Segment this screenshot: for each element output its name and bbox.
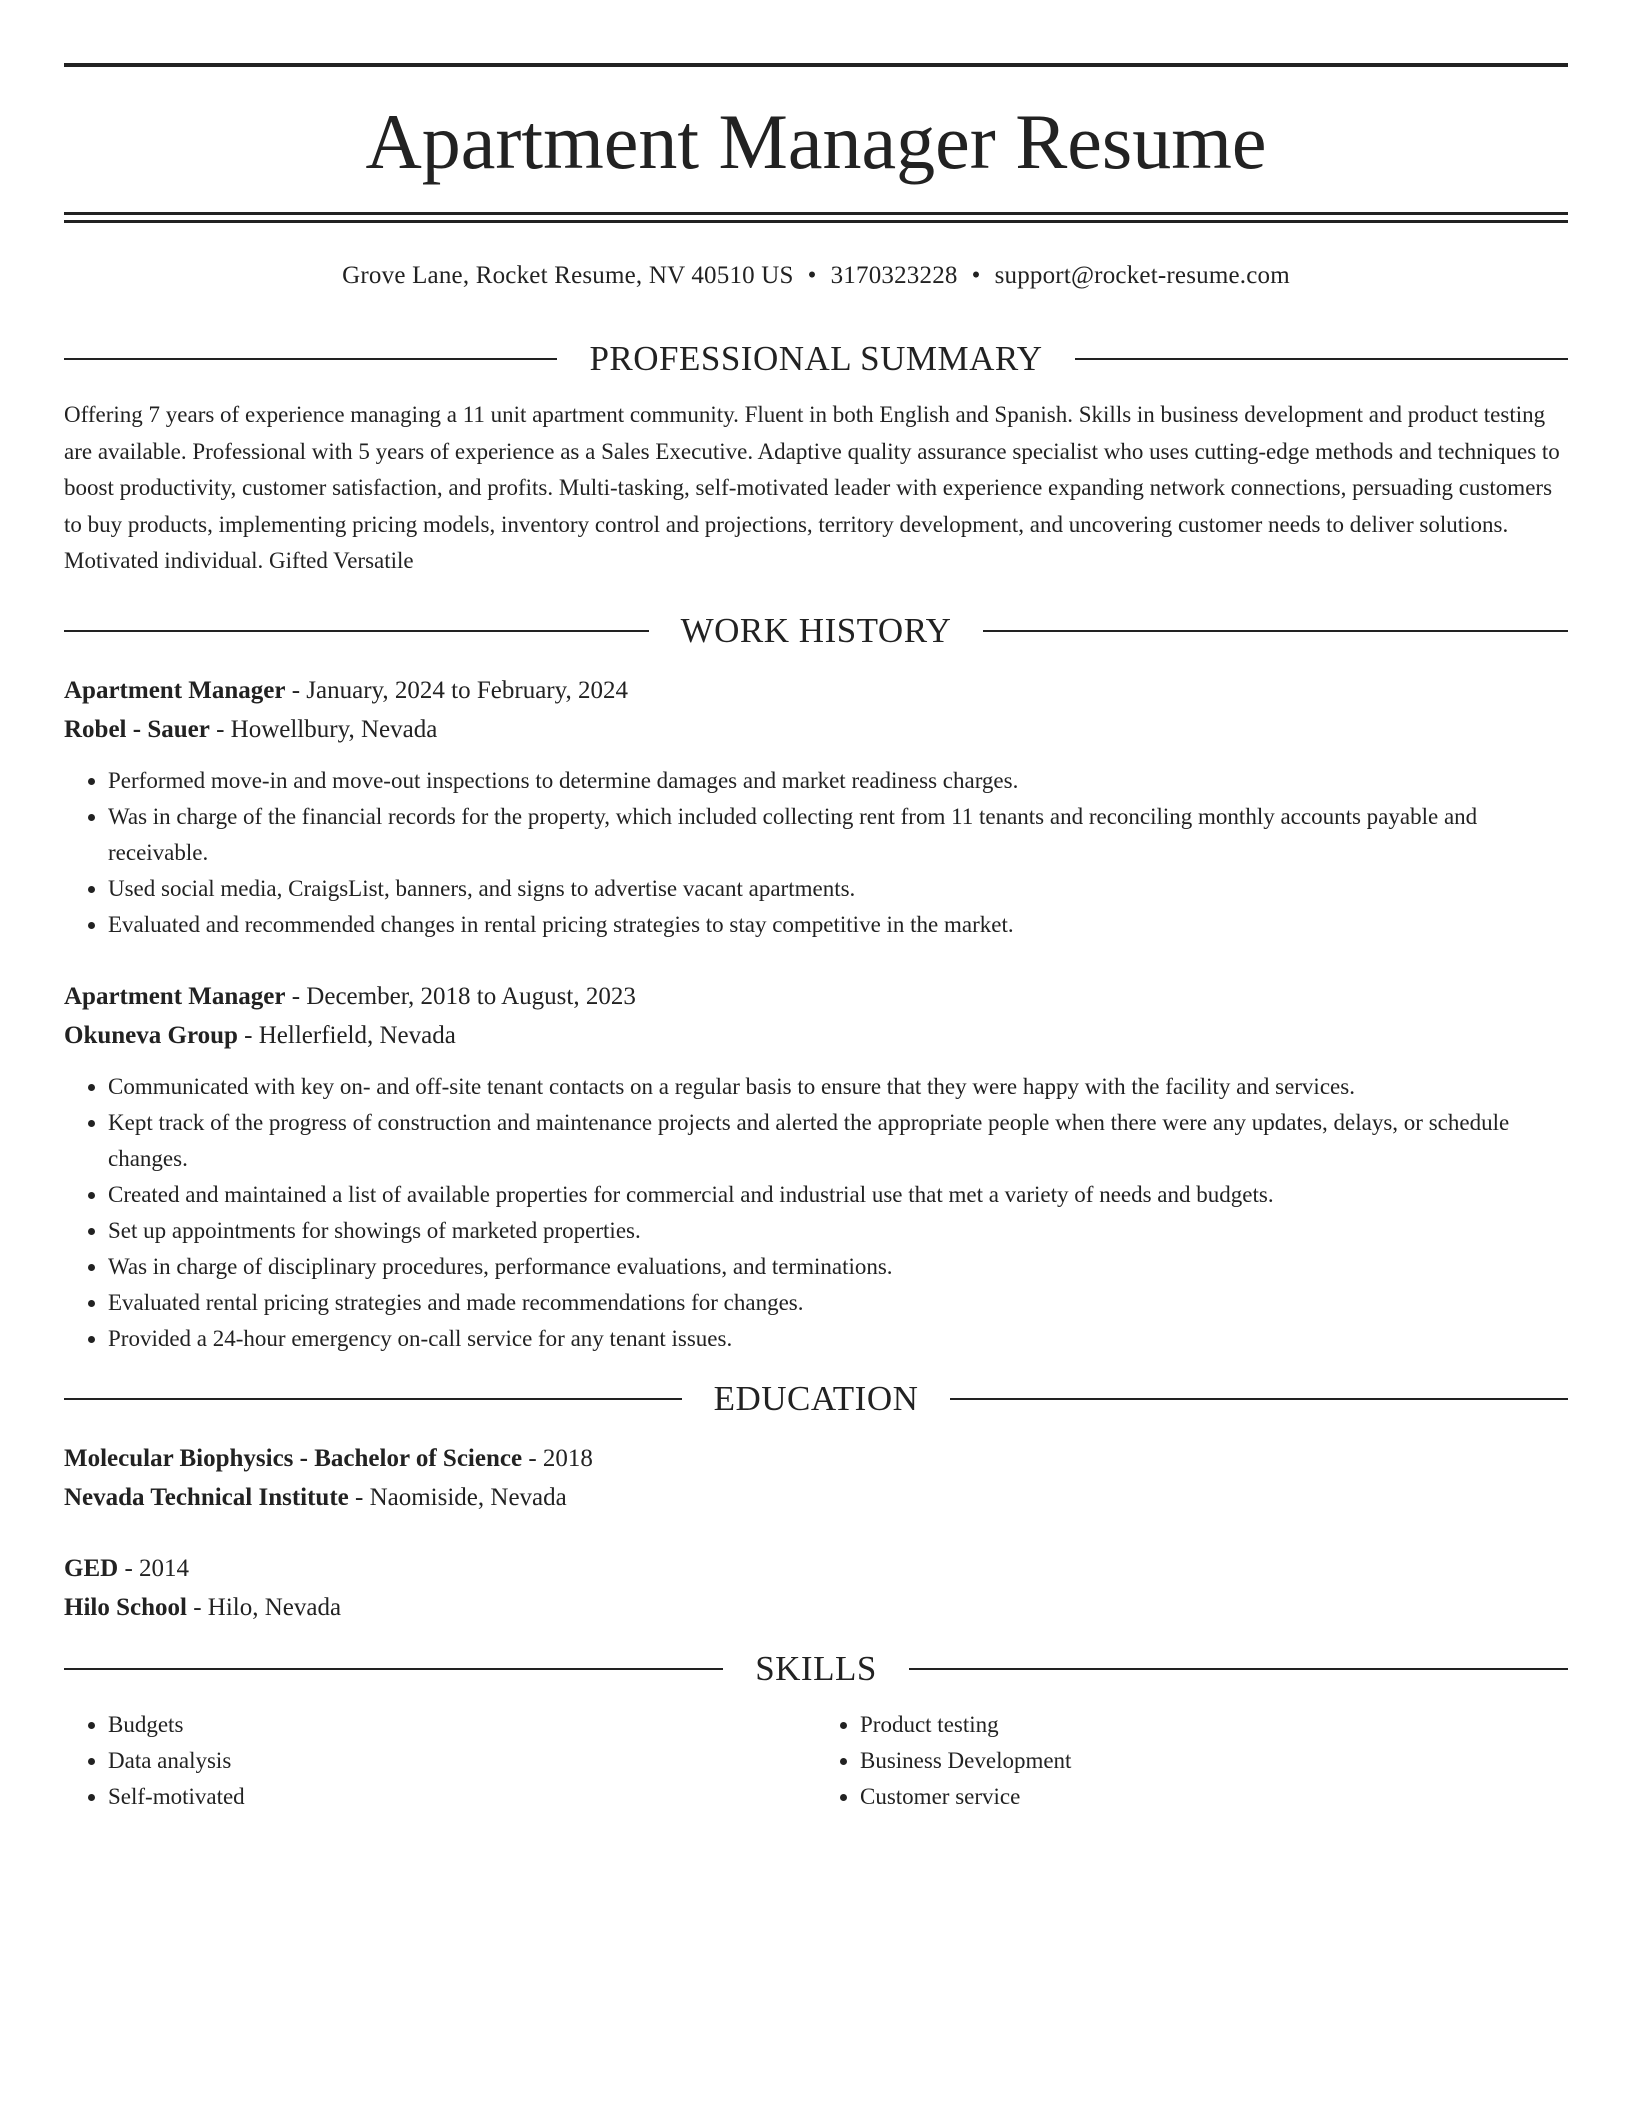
- job-bullet: • Kept track of the progress of construction and maintenance projects and alerted the appropriate people when there were any updates, delays, or schedule changes.: [108, 1105, 1568, 1177]
- job-bullet: • Set up appointments for showings of marketed properties.: [108, 1213, 1568, 1249]
- job-location: - Hellerfield, Nevada: [237, 1021, 456, 1049]
- contact-phone[interactable]: 3170323228: [830, 262, 958, 289]
- education-year: - 2018: [522, 1444, 593, 1472]
- job-bullet: • Communicated with key on- and off-site tenant contacts on a regular basis to ensure that they were happy with the facility and services.: [108, 1069, 1568, 1105]
- contact-line: [64, 261, 1568, 291]
- top-rule: [64, 63, 1568, 67]
- section-title: PROFESSIONAL SUMMARY: [589, 339, 1043, 378]
- education-school-line: [64, 1588, 1568, 1627]
- skills-list-right: [816, 1707, 1568, 1815]
- section-heading-education: [64, 1379, 1568, 1419]
- job-bullet: • Evaluated and recommended changes in rental pricing strategies to stay competitive in the market.: [108, 907, 1568, 943]
- section-heading-work-history: [64, 611, 1568, 651]
- job-company-line: [64, 1016, 1568, 1055]
- heading-rule-left: [64, 630, 649, 632]
- heading-rule-right: [950, 1398, 1568, 1400]
- section-heading-summary: [64, 339, 1568, 379]
- section-title: WORK HISTORY: [680, 610, 952, 650]
- section-heading-skills: [64, 1649, 1568, 1689]
- job-company-line: [64, 710, 1568, 749]
- education-school: Nevada Technical Institute: [64, 1483, 349, 1511]
- job-entry: [64, 671, 1568, 943]
- job-bullet: • Was in charge of the financial records for the property, which included collecting rent from 11 tenants and reconciling monthly accounts payable and receivable.: [108, 799, 1568, 871]
- job-bullet: • Provided a 24-hour emergency on-call service for any tenant issues.: [108, 1321, 1568, 1357]
- section-title: SKILLS: [755, 1648, 877, 1688]
- summary-text: Offering 7 years of experience managing a 11 unit apartment community. Fluent in both English and Spanish. Skills in business development and product testing are available. Professional with 5 years of experience as a Sales Executive. Adaptive quality assurance specialist who uses cutting-edge methods and techniques to boost productivity, customer satisfaction, and profits. Multi-tasking, self-motivated leader with experience expanding network connections, persuading customers to buy products, implementing pricing models, inventory control and projections, territory development, and uncovering customer needs to deliver solutions. Motivated individual. Gifted Versatile: [64, 402, 1560, 573]
- contact-separator: •: [971, 262, 981, 289]
- skill-item: • Self-motivated: [108, 1779, 816, 1815]
- skills-columns: [64, 1707, 1568, 1815]
- job-title-line: [64, 671, 1568, 710]
- job-company: Robel - Sauer: [64, 715, 210, 743]
- section-title: EDUCATION: [713, 1378, 919, 1418]
- job-dates: - January, 2024 to February, 2024: [285, 676, 629, 704]
- education-school-line: [64, 1478, 1568, 1517]
- job-bullet: • Evaluated rental pricing strategies and made recommendations for changes.: [108, 1285, 1568, 1321]
- skills-list-left: [64, 1707, 816, 1815]
- heading-rule-right: [1075, 358, 1568, 360]
- education-entry: [64, 1439, 1568, 1517]
- job-company: Okuneva Group: [64, 1021, 238, 1049]
- education-entry: [64, 1549, 1568, 1627]
- heading-rule-left: [64, 1668, 723, 1670]
- job-bullet: • Used social media, CraigsList, banners, and signs to advertise vacant apartments.: [108, 871, 1568, 907]
- education-degree-line: [64, 1549, 1568, 1588]
- heading-rule-right: [983, 630, 1568, 632]
- contact-address: Grove Lane, Rocket Resume, NV 40510 US: [342, 262, 794, 289]
- job-bullet: • Performed move-in and move-out inspections to determine damages and market readiness charges.: [108, 763, 1568, 799]
- heading-rule-right: [909, 1668, 1568, 1670]
- heading-rule-left: [64, 358, 557, 360]
- education-year: - 2014: [118, 1554, 190, 1582]
- skill-item: • Budgets: [108, 1707, 816, 1743]
- contact-separator: •: [807, 262, 817, 289]
- heading-rule-left: [64, 1398, 682, 1400]
- title-double-rule: [64, 212, 1568, 223]
- education-school: Hilo School: [64, 1593, 187, 1621]
- job-bullets: [64, 1069, 1568, 1357]
- job-bullet: • Was in charge of disciplinary procedures, performance evaluations, and terminations.: [108, 1249, 1568, 1285]
- contact-email[interactable]: support@rocket-resume.com: [994, 262, 1290, 289]
- resume-title: Apartment Manager Resume: [365, 98, 1267, 185]
- job-location: - Howellbury, Nevada: [209, 715, 438, 743]
- job-dates: - December, 2018 to August, 2023: [285, 982, 636, 1010]
- skill-item: • Customer service: [860, 1779, 1568, 1815]
- job-bullets: [64, 763, 1568, 943]
- education-location: - Naomiside, Nevada: [348, 1483, 567, 1511]
- education-degree: Molecular Biophysics - Bachelor of Science: [64, 1444, 523, 1472]
- job-title-line: [64, 977, 1568, 1016]
- job-bullet: • Created and maintained a list of available properties for commercial and industrial use that met a variety of needs and budgets.: [108, 1177, 1568, 1213]
- education-location: - Hilo, Nevada: [186, 1593, 342, 1621]
- skill-item: • Product testing: [860, 1707, 1568, 1743]
- skill-item: • Data analysis: [108, 1743, 816, 1779]
- job-title: Apartment Manager: [64, 676, 286, 704]
- job-title: Apartment Manager: [64, 982, 286, 1010]
- skill-item: • Business Development: [860, 1743, 1568, 1779]
- education-degree-line: [64, 1439, 1568, 1478]
- job-entry: [64, 977, 1568, 1357]
- education-degree: GED: [64, 1554, 119, 1582]
